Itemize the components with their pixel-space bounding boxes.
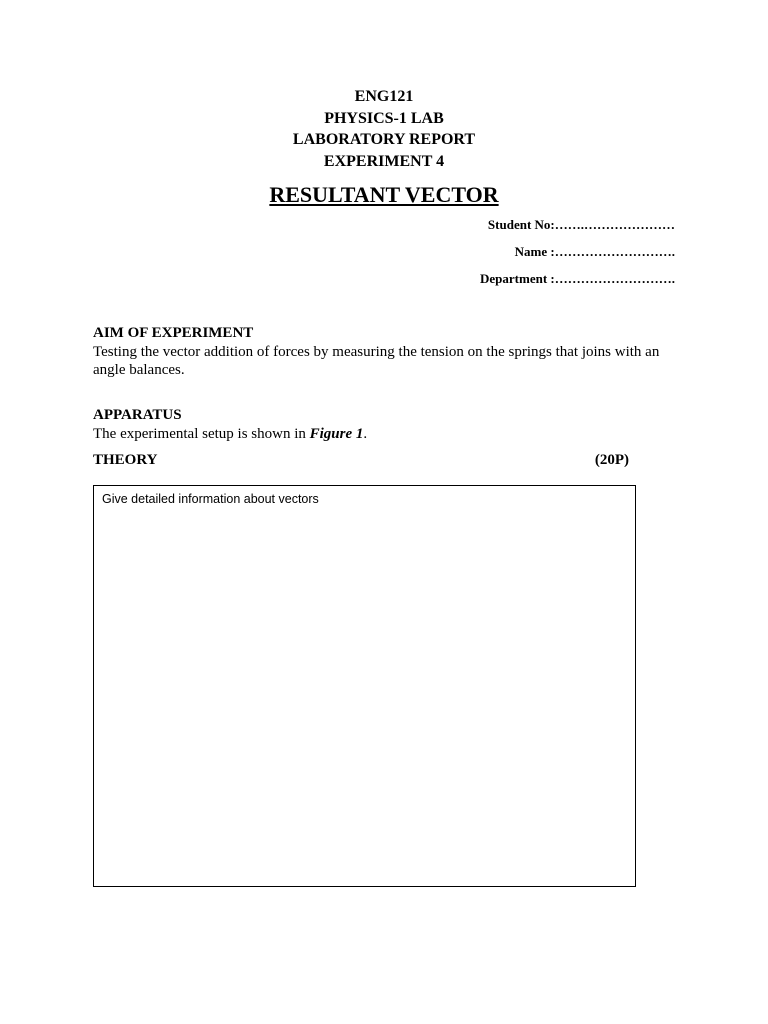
apparatus-text-end: . [363,426,368,442]
department-field: Department :………………………. [480,271,675,286]
apparatus-section [93,406,673,443]
apparatus-text [93,425,673,443]
aim-text: Testing the vector addition of forces by measuring the tension on the springs that joins with an angle balances. [93,344,660,378]
report-type: LABORATORY REPORT [292,131,476,148]
page-title: RESULTANT VECTOR [269,182,499,207]
theory-heading: THEORY [93,452,158,468]
figure-reference: Figure 1 [309,426,364,442]
theory-answer-box[interactable] [93,485,636,887]
aim-section [93,324,673,379]
course-code: ENG121 [354,88,414,105]
theory-box-prompt: Give detailed information about vectors [102,492,319,506]
document-header [0,86,768,172]
apparatus-heading: APPARATUS [93,407,182,423]
experiment-number: EXPERIMENT 4 [323,152,445,170]
student-name-field: Name :………………………. [514,244,675,259]
lab-name: PHYSICS-1 LAB [324,109,444,127]
theory-header [93,452,629,469]
apparatus-text-intro: The experimental setup is shown in [93,426,310,442]
aim-heading: AIM OF EXPERIMENT [93,325,254,341]
student-number-field: Student No:…….………………… [487,217,675,232]
theory-points: (20P) [594,452,629,468]
